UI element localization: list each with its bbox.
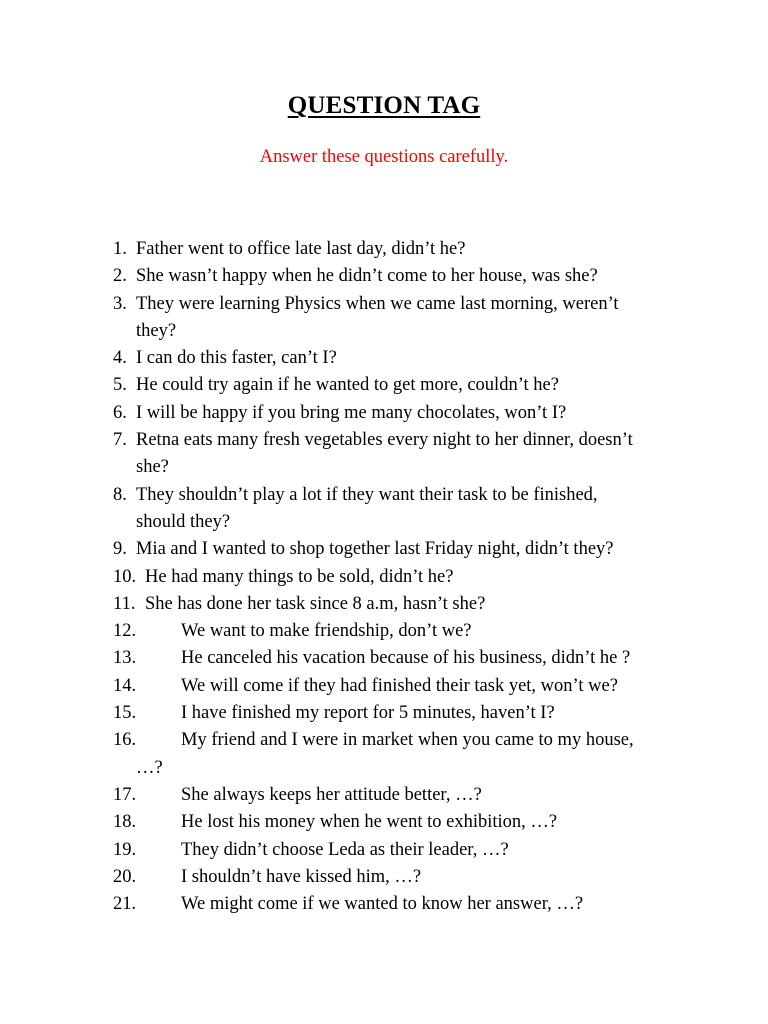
question-number: 15.	[113, 703, 137, 724]
question-item	[0, 482, 768, 537]
question-text: They didn’t choose Leda as their leader, …?	[181, 839, 509, 860]
question-item	[0, 700, 768, 727]
question-text: I will be happy if you bring me many chocolates, won’t I?	[136, 402, 567, 423]
question-item	[0, 727, 768, 782]
question-number: 16.	[113, 730, 137, 751]
question-text: We want to make friendship, don’t we?	[181, 621, 472, 642]
question-text: He canceled his vacation because of his business, didn’t he ?	[181, 648, 631, 669]
question-number: 6.	[113, 402, 127, 423]
question-number: 21.	[113, 894, 137, 915]
question-text: He could try again if he wanted to get more, couldn’t he?	[136, 375, 559, 396]
question-item	[0, 891, 768, 918]
question-text: They were learning Physics when we came last morning, weren’t	[136, 293, 619, 314]
question-item	[0, 645, 768, 672]
question-item	[0, 400, 768, 427]
page-title: QUESTION TAG	[287, 92, 481, 119]
instructions: Answer these questions carefully.	[259, 147, 509, 167]
question-text: I shouldn’t have kissed him, …?	[181, 866, 422, 887]
question-number: 12.	[113, 621, 137, 642]
question-number: 19.	[113, 839, 137, 860]
question-text: They shouldn’t play a lot if they want their task to be finished,	[136, 484, 598, 505]
question-number: 18.	[113, 812, 137, 833]
question-item	[0, 427, 768, 482]
question-item	[0, 291, 768, 346]
question-number: 8.	[113, 484, 127, 505]
question-text: He had many things to be sold, didn’t he?	[145, 566, 454, 587]
question-number: 5.	[113, 375, 127, 396]
question-text-continued: she?	[136, 457, 169, 478]
question-text-continued: they?	[136, 320, 177, 341]
question-item	[0, 618, 768, 645]
question-item	[0, 263, 768, 290]
question-number: 1.	[113, 239, 127, 259]
question-number: 9.	[113, 539, 127, 560]
question-item	[0, 809, 768, 836]
question-text: He lost his money when he went to exhibition, …?	[181, 812, 558, 833]
question-item	[0, 591, 768, 618]
question-text: We will come if they had finished their task yet, won’t we?	[181, 675, 618, 696]
question-text: Mia and I wanted to shop together last Friday night, didn’t they?	[136, 539, 614, 560]
question-item	[0, 536, 768, 563]
question-text: Retna eats many fresh vegetables every night to her dinner, doesn’t	[136, 430, 633, 451]
question-number: 3.	[113, 293, 127, 314]
question-text: She wasn’t happy when he didn’t come to her house, was she?	[136, 266, 598, 287]
question-list	[0, 236, 768, 918]
question-number: 13.	[113, 648, 137, 669]
question-item	[0, 864, 768, 891]
question-text-continued: should they?	[136, 511, 231, 532]
question-text: My friend and I were in market when you came to my house,	[181, 730, 634, 751]
question-item	[0, 837, 768, 864]
question-item	[0, 345, 768, 372]
question-item	[0, 782, 768, 809]
question-text: We might come if we wanted to know her answer, …?	[181, 894, 584, 915]
question-number: 17.	[113, 784, 137, 805]
question-number: 4.	[113, 348, 127, 369]
question-number: 11.	[113, 593, 136, 614]
question-item	[0, 673, 768, 700]
question-text: She always keeps her attitude better, …?	[181, 784, 482, 805]
question-number: 14.	[113, 675, 137, 696]
question-item	[0, 372, 768, 399]
question-text: I can do this faster, can’t I?	[136, 348, 337, 369]
question-text: Father went to office late last day, didn’t he?	[136, 239, 466, 259]
question-number: 2.	[113, 266, 127, 287]
question-text: She has done her task since 8 a.m, hasn’t she?	[145, 593, 486, 614]
question-item	[0, 564, 768, 591]
question-number: 10.	[113, 566, 137, 587]
question-item	[0, 236, 768, 263]
question-number: 20.	[113, 866, 137, 887]
question-text: I have finished my report for 5 minutes, haven’t I?	[181, 703, 555, 724]
question-text-continued: …?	[136, 757, 163, 778]
question-number: 7.	[113, 430, 127, 451]
